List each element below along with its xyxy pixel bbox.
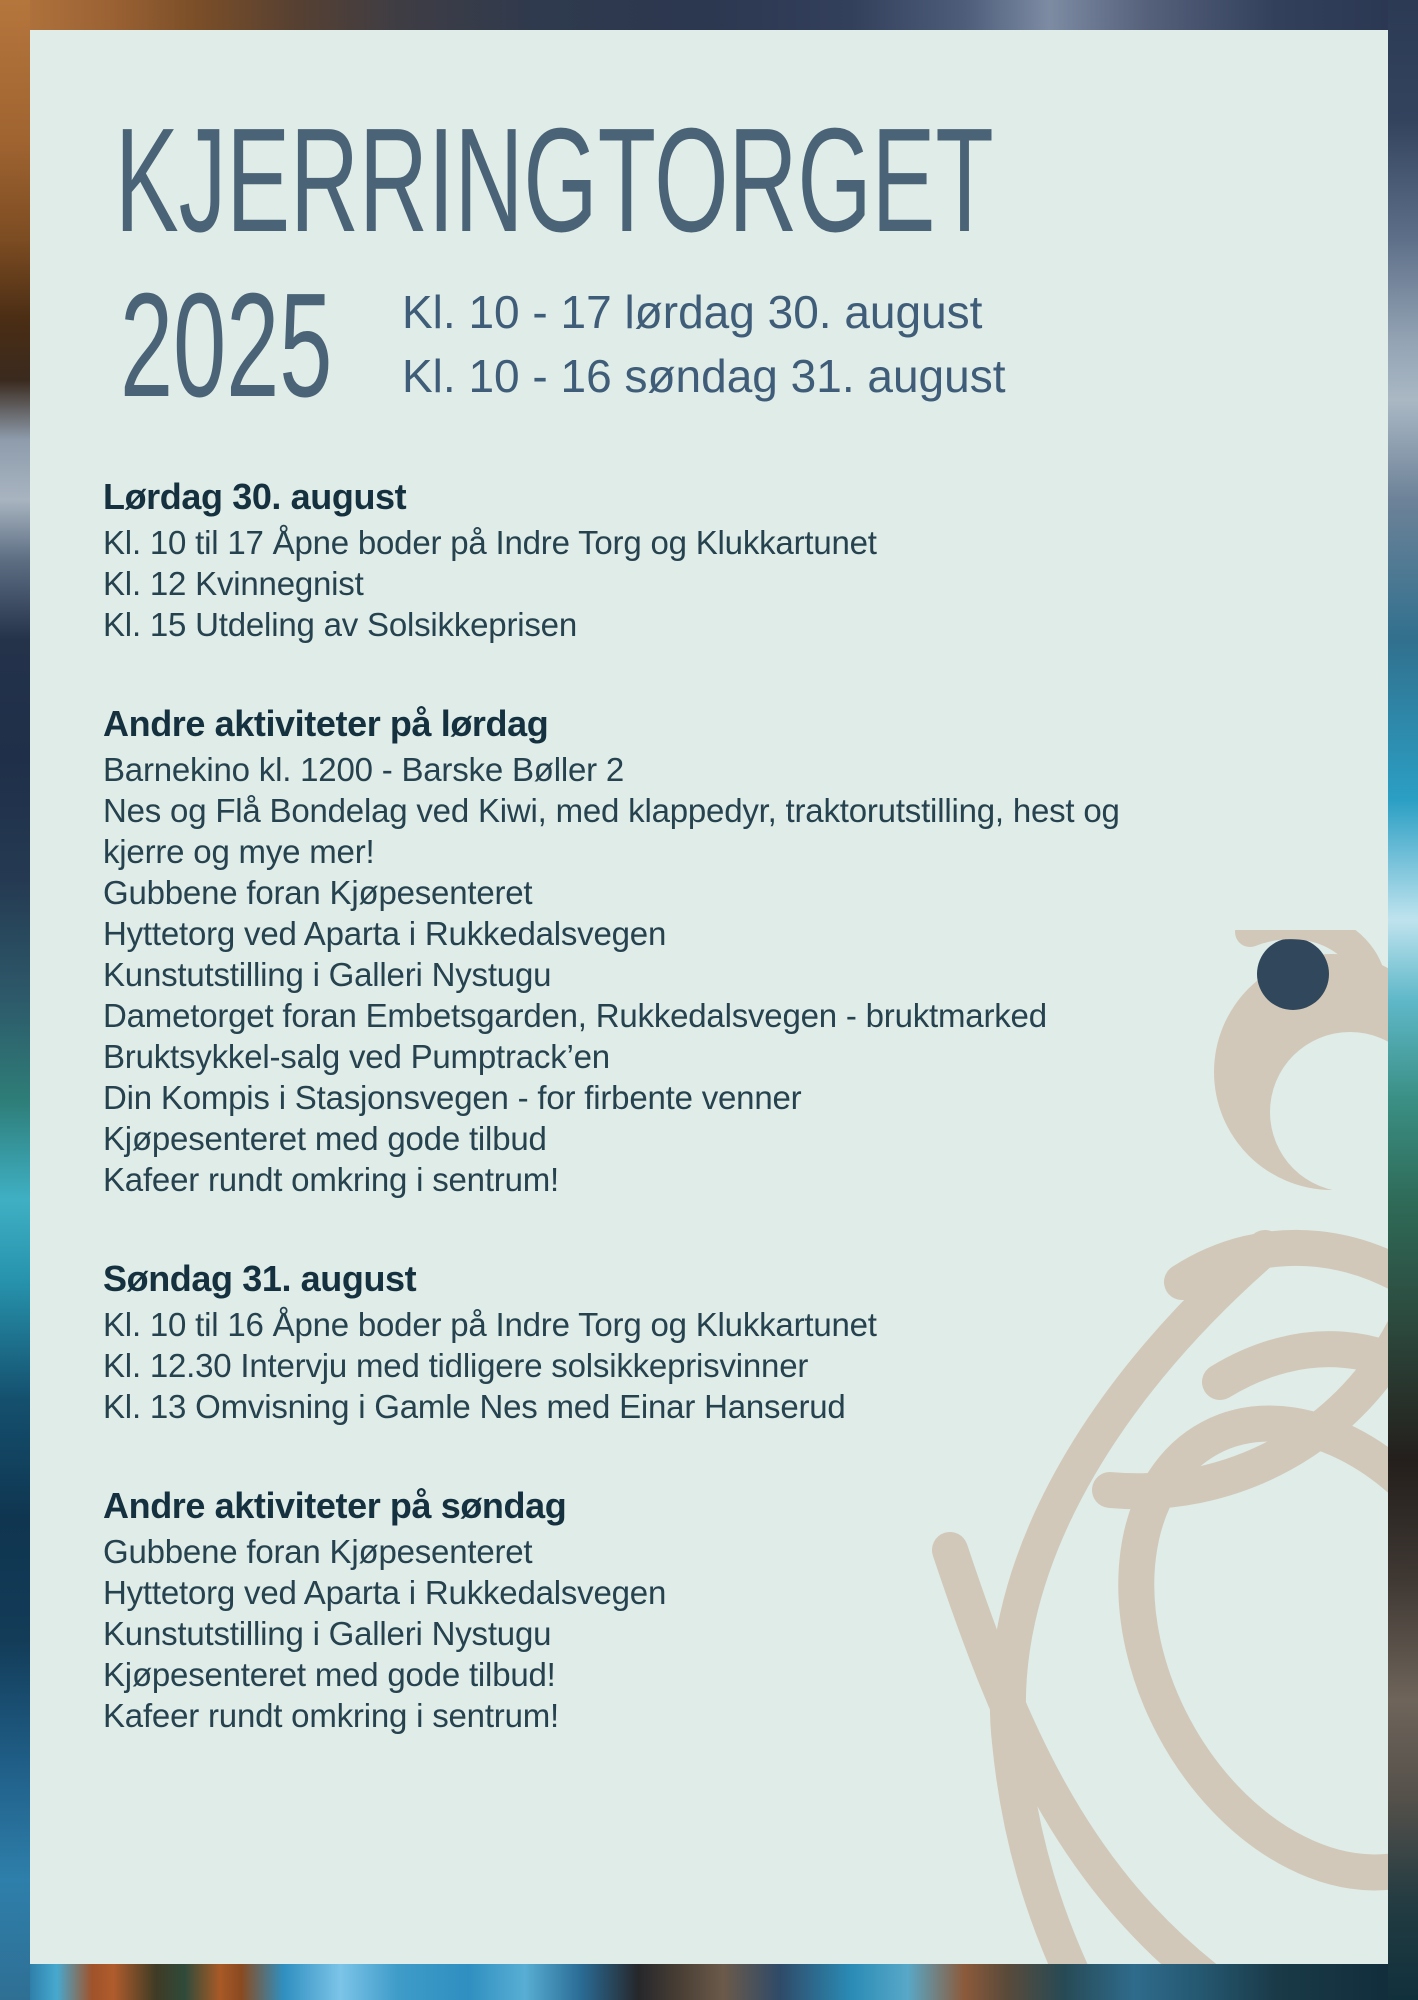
time-line-sunday: Kl. 10 - 16 søndag 31. august	[402, 349, 1006, 402]
event-list	[103, 1531, 1158, 1736]
event-item: Bruktsykkel-salg ved Pumptrack’en	[103, 1038, 610, 1076]
poster-card	[30, 30, 1388, 1964]
event-item: Gubbene foran Kjøpesenteret	[103, 874, 533, 912]
event-item: Kunstutstilling i Galleri Nystugu	[103, 956, 552, 994]
section-saturday-program	[103, 476, 1358, 645]
event-item: Hyttetorg ved Aparta i Rukkedalsvegen	[103, 915, 667, 953]
poster-content	[30, 30, 1388, 1736]
photo-border-bottom	[0, 1964, 1418, 2000]
page-title	[115, 98, 1358, 263]
event-list	[103, 522, 1158, 645]
year-and-times	[103, 263, 1358, 429]
year-text: 2025	[120, 263, 333, 429]
event-item: Kjøpesenteret med gode tilbud!	[103, 1656, 556, 1694]
section-heading: Andre aktiviteter på søndag	[103, 1485, 567, 1527]
event-item: Dametorget foran Embetsgarden, Rukkedalsvegen - bruktmarked	[103, 997, 1047, 1035]
section-heading: Søndag 31. august	[103, 1258, 417, 1300]
event-list	[103, 1304, 1158, 1427]
opening-times	[402, 281, 1006, 412]
time-line-saturday: Kl. 10 - 17 lørdag 30. august	[402, 286, 983, 339]
section-heading: Lørdag 30. august	[103, 476, 407, 518]
photo-border-top	[0, 0, 1418, 34]
event-item: Kl. 13 Omvisning i Gamle Nes med Einar Hanserud	[103, 1388, 846, 1426]
event-item: Kjøpesenteret med gode tilbud	[103, 1120, 547, 1158]
event-item: Nes og Flå Bondelag ved Kiwi, med klappedyr, traktorutstilling, hest og kjerre og mye mer!	[103, 792, 1120, 871]
schedule	[103, 476, 1358, 1736]
section-heading: Andre aktiviteter på lørdag	[103, 703, 549, 745]
event-item: Hyttetorg ved Aparta i Rukkedalsvegen	[103, 1574, 667, 1612]
event-item: Gubbene foran Kjøpesenteret	[103, 1533, 533, 1571]
event-item: Kl. 10 til 16 Åpne boder på Indre Torg og Klukkartunet	[103, 1306, 877, 1344]
event-item: Kunstutstilling i Galleri Nystugu	[103, 1615, 552, 1653]
photo-border-right	[1388, 0, 1418, 2000]
photo-border-left	[0, 0, 30, 2000]
event-item: Kl. 10 til 17 Åpne boder på Indre Torg og Klukkartunet	[103, 524, 877, 562]
poster-header	[103, 98, 1358, 429]
event-item: Kafeer rundt omkring i sentrum!	[103, 1161, 559, 1199]
section-sunday-other	[103, 1485, 1358, 1736]
event-list	[103, 749, 1158, 1200]
section-sunday-program	[103, 1258, 1358, 1427]
event-item: Kl. 12.30 Intervju med tidligere solsikkeprisvinner	[103, 1347, 809, 1385]
event-item: Kl. 12 Kvinnegnist	[103, 565, 364, 603]
event-item: Barnekino kl. 1200 - Barske Bøller 2	[103, 751, 625, 789]
event-item: Din Kompis i Stasjonsvegen - for firbente venner	[103, 1079, 802, 1117]
page-title-text: KJERRINGTORGET	[115, 98, 994, 263]
section-saturday-other	[103, 703, 1358, 1200]
event-item: Kafeer rundt omkring i sentrum!	[103, 1697, 559, 1735]
event-item: Kl. 15 Utdeling av Solsikkeprisen	[103, 606, 577, 644]
